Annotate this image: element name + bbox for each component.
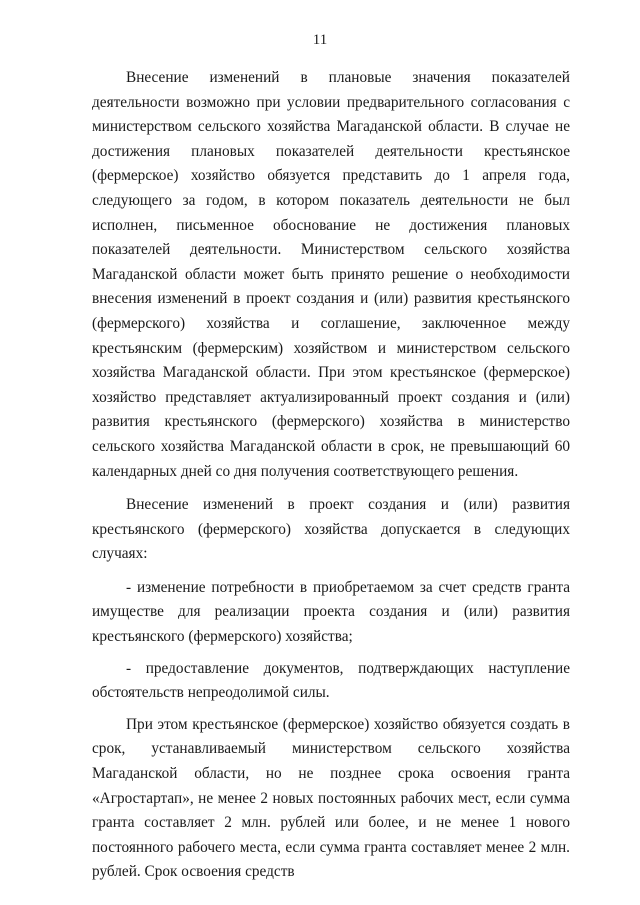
page-number: 11 [312, 32, 328, 48]
paragraph-project-changes-intro: Внесение изменений в проект создания и (или) развития крестьянского (фермерского) хозяйства допускается в следующих случаях: [92, 496, 570, 563]
document-body [92, 66, 570, 894]
list-item-force-majeure: - предоставление документов, подтверждающих наступление обстоятельств непреодолимой силы. [92, 659, 570, 702]
list-item-property-needs: - изменение потребности в приобретаемом за счет средств гранта имуществе для реализации проекта создания и (или) развития крестьянского (фермерского) хозяйства; [92, 578, 570, 646]
paragraph-plan-changes: Внесение изменений в плановые значения показателей деятельности возможно при условии предварительного согласования с министерством сельского хозяйства Магаданской области. В случае не достижения плановых показателей деятельности крестьянское (фермерское) хозяйство обязуется представить до 1 апреля года, следующего за годом, в котором показатель деятельности не был исполнен, письменное обоснование не достижения плановых показателей деятельности. Министерством сельского хозяйства Магаданской области может быть принято решение о необходимости внесения изменений в проект создания и (или) развития крестьянского (фермерского) хозяйства и соглашение, заключенное между крестьянским (фермерским) хозяйством и министерством сельского хозяйства Магаданской области. При этом крестьянское (фермерское) хозяйство представляет актуализированный проект создания и (или) развития крестьянского (фермерского) хозяйства в министерство сельского хозяйства Магаданской области в срок, не превышающий 60 календарных дней со дня получения соответствующего решения. [92, 69, 570, 480]
paragraph-jobs-creation: При этом крестьянское (фермерское) хозяйство обязуется создать в срок, устанавливаемый министерством сельского хозяйства Магаданской области, но не позднее срока освоения гранта «Агростартап», не менее 2 новых постоянных рабочих мест, если сумма гранта составляет 2 млн. рублей или более, и не менее 1 нового постоянного рабочего места, если сумма гранта составляет менее 2 млн. рублей. Срок освоения средств [92, 715, 570, 881]
